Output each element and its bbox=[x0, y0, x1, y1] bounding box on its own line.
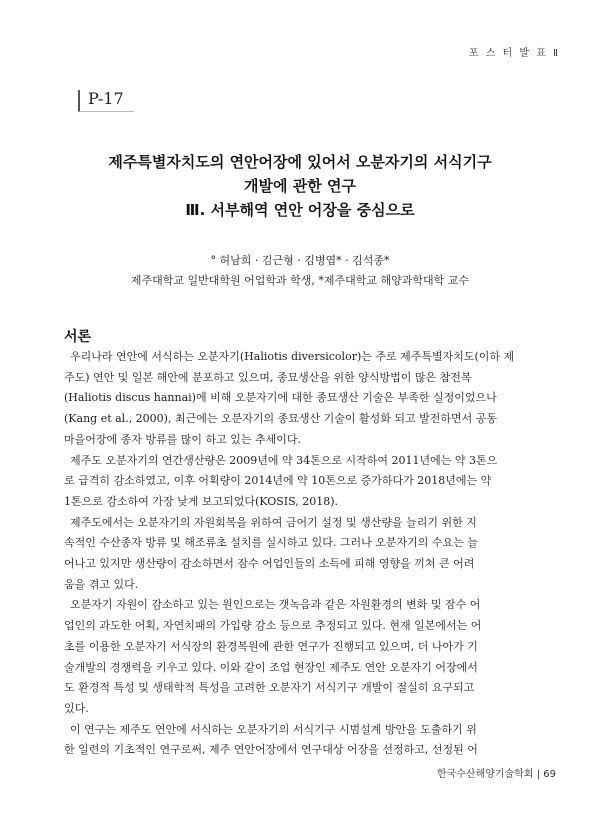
body-line: (Haliotis discus hannai)에 비해 오분자기에 대한 종묘생산 기술은 부족한 실정이었으나 bbox=[64, 391, 497, 405]
authors: ° 허남희 · 김근형 · 김병엽* · 김석종* bbox=[210, 254, 390, 267]
title-line-1: 제주특별자치도의 연안어장에 있어서 오분자기의 서식기구 bbox=[108, 153, 492, 171]
body-line: 업인의 과도한 어획, 자연치패의 가입량 감소 등으로 추정되고 있다. 현재 일본에서는 어 bbox=[64, 619, 482, 633]
section-heading-intro: 서론 bbox=[64, 329, 92, 345]
body-line: 움을 겪고 있다. bbox=[64, 577, 139, 591]
body-line: (Kang et al., 2000), 최근에는 오분자기의 종묘생산 기술이 활성화 되고 발전하면서 공동 bbox=[64, 412, 497, 426]
poster-id: P-17 bbox=[88, 89, 124, 108]
title-line-2: 개발에 관한 연구 bbox=[244, 177, 356, 195]
body-line: 도 환경적 특성 및 생태학적 특성을 고려한 오분자기 서식기구 개발이 절실히 요구되고 bbox=[64, 681, 475, 695]
body-line: 우리나라 연안에 서식하는 오분자기(Haliotis diversicolor)는 주로 제주특별자치도(이하 제 bbox=[70, 350, 515, 363]
body-line: 제주도 오분자기의 연간생산량은 2009년에 약 34톤으로 시작하여 2011년에는 약 3톤으 bbox=[70, 453, 498, 467]
paper-title bbox=[0, 150, 600, 222]
body-line: 술개발의 경쟁력을 키우고 있다. 이와 같이 조업 현장인 제주도 연안 오분자기 어장에서 bbox=[64, 660, 478, 674]
body-line: 로 급격히 감소하였고, 이후 어획량이 2014년에 약 10톤으로 증가하다가 2018년에는 약 bbox=[64, 474, 492, 488]
intro-body bbox=[64, 347, 544, 761]
body-line: 이 연구는 제주도 연안에 서식하는 오분자기의 서식기구 시범설계 방안을 도출하기 위 bbox=[70, 722, 477, 736]
affiliation: 제주대학교 일반대학원 어업학과 학생, *제주대학교 해양과학대학 교수 bbox=[130, 274, 470, 287]
section-label: 포 스 터 발 표 Ⅱ bbox=[468, 48, 560, 59]
body-line: 마을어장에 종자 방류를 많이 하고 있는 추세이다. bbox=[64, 432, 301, 446]
body-line: 한 일련의 기초적인 연구로써, 제주 연안어장에서 연구대상 어장을 선정하고, 선정된 어 bbox=[64, 743, 478, 757]
body-line: 오분자기 자원이 감소하고 있는 원인으로는 갯녹음과 같은 자원환경의 변화 및 잠수 어 bbox=[70, 598, 481, 612]
body-line: 속적인 수산종자 방류 및 해조류초 설치를 실시하고 있다. 그러나 오분자기의 수요는 늘 bbox=[64, 536, 478, 550]
body-line: 초를 이용한 오분자기 서식장의 환경복원에 관한 연구가 진행되고 있으며, 더 나아가 기 bbox=[64, 639, 478, 653]
title-line-3: Ⅲ. 서부해역 연안 어장을 중심으로 bbox=[185, 201, 415, 219]
poster-id-box bbox=[78, 90, 134, 112]
body-line: 주도) 연안 및 일본 해안에 분포하고 있으며, 종묘생산을 위한 양식방법이 많은 참전복 bbox=[64, 370, 472, 384]
body-line: 어나고 있지만 생산량이 감소하면서 잠수 어업인들의 소득에 피해 영향을 끼쳐 큰 어려 bbox=[64, 557, 475, 571]
page-footer: 한국수산해양기술학회 | 69 bbox=[436, 769, 556, 780]
body-line: 제주도에서는 오분자기의 자원회복을 위하여 금어기 설정 및 생산량을 늘리기 위한 지 bbox=[70, 515, 477, 529]
body-line: 1톤으로 감소하여 가장 낮게 보고되었다(KOSIS, 2018). bbox=[64, 494, 339, 508]
body-line: 있다. bbox=[64, 701, 89, 715]
